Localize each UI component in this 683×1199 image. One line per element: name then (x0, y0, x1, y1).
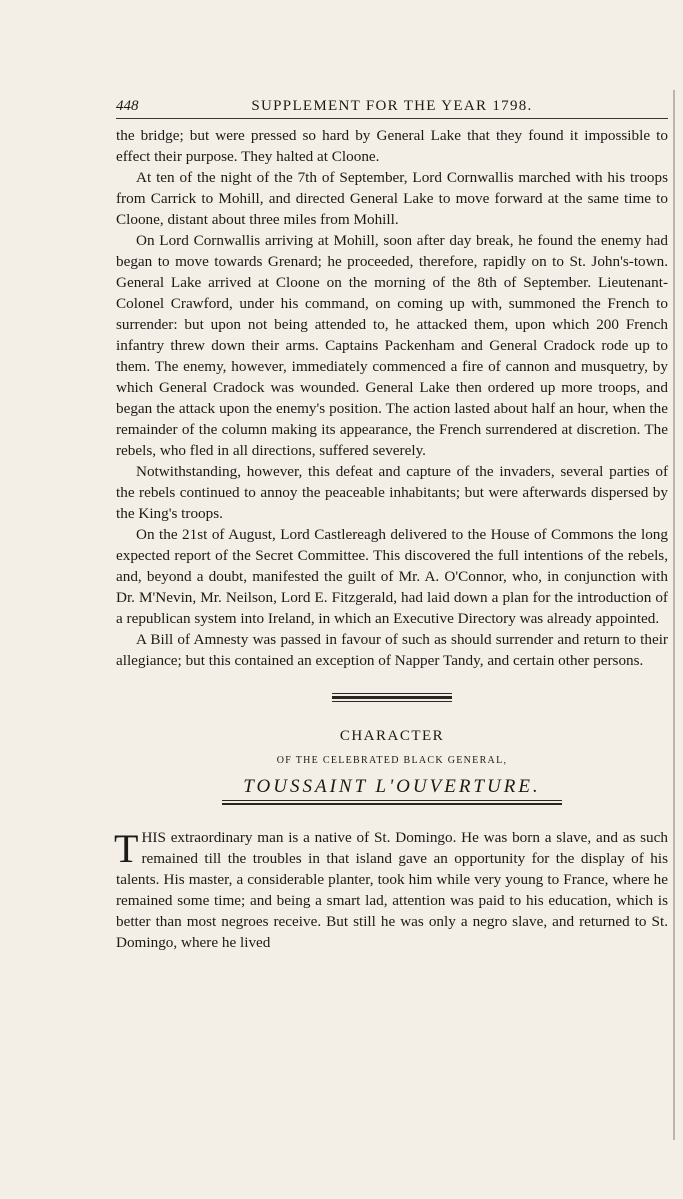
drop-cap: T (114, 826, 139, 871)
paragraph: On Lord Cornwallis arriving at Mohill, soon after day break, he found the enemy had began to move towards Grenard; he proceeded, therefore, rapidly on to St. John's-town. General Lake arrived at Cloone on the morning of the 8th of September. Lieutenant-Colonel Crawford, under his command, on coming up with, summoned the French to surrender: but upon not being attended to, he attacked them, upon which 200 French infantry threw down their arms. Captains Packenham and General Cradock rode up to them. The enemy, however, immediately commenced a fire of cannon and musquetry, by which General Cradock was wounded. General Lake then ordered up more troops, and began the attack upon the enemy's position. The action lasted about half an hour, when the remainder of the column making its appearance, the French surrendered at discretion. The rebels, who fled in all directions, suffered severely. (116, 232, 668, 459)
paragraph: On the 21st of August, Lord Castlereagh delivered to the House of Commons the long expected report of the Secret Committee. This discovered the full intentions of the rebels, and, beyond a doubt, manifested the guilt of Mr. A. O'Connor, who, in conjunction with Dr. M'Nevin, Mr. Neilson, Lord E. Fitzgerald, had laid down a plan for the introduction of a republican system into Ireland, in which an Executive Directory was already appointed. (116, 526, 668, 627)
section-divider (332, 693, 452, 702)
paragraph: the bridge; but were pressed so hard by General Lake that they found it impossible to effect their purpose. They halted at Cloone. (116, 127, 668, 165)
article-subheading: OF THE CELEBRATED BLACK GENERAL, (276, 755, 508, 766)
paragraph: A Bill of Amnesty was passed in favour of such as should surrender and return to their allegiance; but this contained an exception of Napper Tandy, and certain other persons. (116, 631, 668, 669)
paragraph: At ten of the night of the 7th of September, Lord Cornwallis marched with his troops from Carrick to Mohill, and directed General Lake to move forward at the same time to Cloone, distant about three miles from Mohill. (116, 169, 668, 228)
article-text (116, 827, 668, 953)
paragraph: Notwithstanding, however, this defeat and capture of the invaders, several parties of the rebels continued to annoy the peaceable inhabitants; but were afterwards dispersed by the King's troops. (116, 463, 668, 522)
name-underline (222, 803, 562, 805)
page-number: 448 (116, 98, 139, 114)
page-edge-line (673, 90, 675, 1140)
running-head-title: SUPPLEMENT FOR THE YEAR 1798. (251, 98, 533, 114)
article-name: TOUSSAINT L'OUVERTURE. (222, 776, 562, 801)
article-body-text: HIS extraordinary man is a native of St. Domingo. He was born a slave, and as such remained till the troubles in that island gave an opportunity for the display of his talents. His master, a considerable planter, took him while very young to France, where he remained some time; and being a smart lad, attention was paid to his education, which is better than most negroes receive. But still he was only a negro slave, and returned to St. Domingo, where he lived (116, 829, 668, 951)
document-page (116, 96, 668, 953)
report-text (116, 125, 668, 671)
article-heading: CHARACTER (339, 728, 445, 744)
article-paragraph (116, 827, 668, 953)
running-head (116, 96, 668, 119)
